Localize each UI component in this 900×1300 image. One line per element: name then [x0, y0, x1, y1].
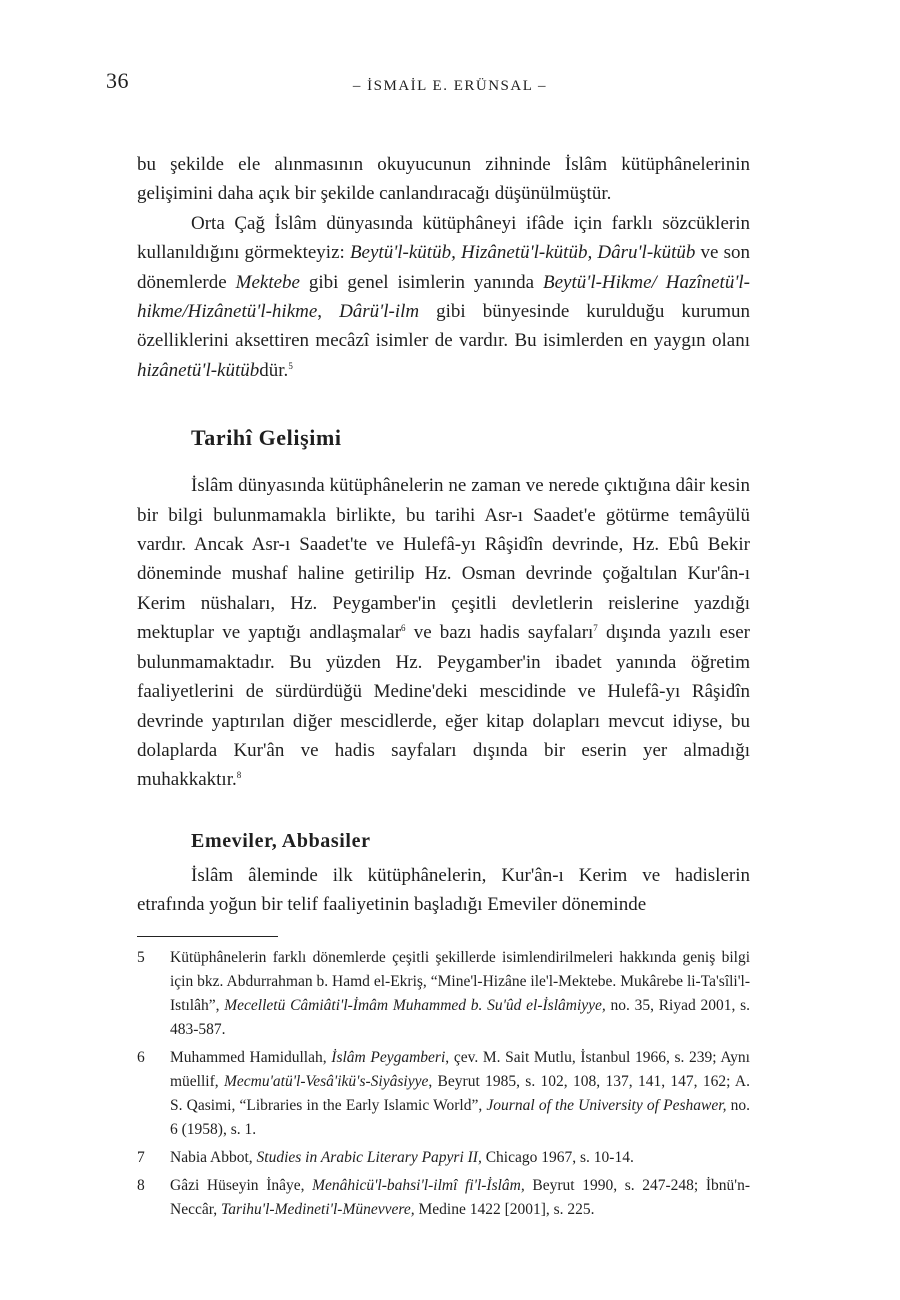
footnote-8	[137, 1174, 750, 1222]
main-text	[137, 150, 750, 920]
italic-title: Studies in Arabic Literary Papyri II,	[256, 1149, 482, 1166]
text-run: ve bazı hadis sayfaları	[405, 622, 594, 644]
text-run: Kütüphânelerin farklı dönemlerde çeşitli şekillerde isimlendirilmeleri hakkında geniş bilgi için bkz. Abdurrahman b. Hamd el-Ekriş, “Mine'l-Hizâne ile'l-Mektebe. Mukârebe li-Ta'sîli'l-Istılâh”,	[170, 949, 750, 1014]
footnote-ref-5: 5	[288, 360, 293, 371]
footnote-divider	[137, 936, 278, 937]
footnote-number: 5	[137, 949, 145, 966]
paragraph-3	[137, 471, 750, 794]
italic-term: Beytü'l-Hikme/ Hazînetü'l-hikme/Hizânetü'l-hikme	[137, 271, 751, 323]
text-run: Chicago 1967, s. 10-14.	[481, 1149, 634, 1166]
paragraph-1: bu şekilde ele alınmasının okuyucunun zihninde İslâm kütüphânelerinin gelişimini daha açık bir şekilde canlandıracağı düşünülmüştür.	[137, 154, 750, 205]
footnote-6	[137, 1046, 750, 1142]
text-run: ,	[317, 301, 340, 323]
text-run: no. 35, Riyad 2001, s. 483-587.	[170, 997, 750, 1038]
paragraph-2	[137, 209, 750, 385]
italic-title: Menâhicü'l-bahsi'l-ilmî fi'l-İslâm,	[312, 1177, 525, 1194]
text-run: dışında yazılı eser bulunmamaktadır. Bu yüzden Hz. Peygamber'in ibadet yanında öğretim faaliyetlerini de sürdürdüğü Medine'deki mescidinde ve Hulefâ-yı Râşidîn devrinde yaptırılan diğer mescidlerde, eğer kitap dolapları mevcut idiyse, bu dolaplarda Kur'ân ve hadis sayfaları dışında bir eserin yer almadığı muhakkaktır.	[137, 622, 750, 791]
text-run: gibi genel isimlerin yanında	[299, 271, 544, 293]
italic-title: İslâm Peygamberi	[331, 1049, 446, 1066]
text-run: gibi bünyesinde kurulduğu kurumun özelliklerini aksettiren mecâzî isimler de vardır. Bu isimlerden en yaygın olanı	[137, 301, 750, 352]
footnote-ref-8: 8	[236, 770, 242, 781]
text-run: dür.	[259, 359, 289, 381]
text-run: Gâzi Hüseyin İnâye,	[170, 1177, 313, 1194]
italic-term: Mektebe	[235, 271, 300, 293]
section-heading-tarihi-gelisimi: Tarihî Gelişimi	[191, 425, 342, 451]
italic-title: Tarihu'l-Medineti'l-Münevvere,	[221, 1201, 415, 1218]
footnote-number: 6	[137, 1049, 145, 1066]
footnote-number: 7	[137, 1149, 145, 1166]
page-number: 36	[106, 68, 129, 93]
footnote-5	[137, 946, 750, 1042]
text-run: ve son dönemlerde	[137, 242, 750, 293]
footnote-7	[137, 1146, 750, 1170]
paragraph-4: İslâm âleminde ilk kütüphânelerin, Kur'ân-ı Kerim ve hadislerin etrafında yoğun bir telif faaliyetinin başladığı Emeviler döneminde	[137, 864, 750, 916]
text-run: , çev. M. Sait Mutlu, İstanbul 1966, s. 239; Aynı müellif,	[170, 1049, 750, 1090]
footnote-ref-7: 7	[593, 623, 598, 634]
text-run: Orta Çağ İslâm dünyasında kütüphâneyi ifâde için farklı sözcüklerin kullanıldığını görmekteyiz:	[137, 212, 750, 264]
footnotes	[137, 946, 750, 1226]
text-run: Medine 1422 [2001], s. 225.	[414, 1201, 595, 1218]
text-run: Beyrut 1990, s. 247-248; İbnü'n-Neccâr,	[170, 1177, 750, 1218]
footnote-number: 8	[137, 1177, 145, 1194]
text-run: no. 6 (1958), s. 1.	[170, 1097, 751, 1138]
italic-title: Mecmu'atü'l-Vesâ'ikü's-Siyâsiyye	[223, 1073, 429, 1090]
italic-term: Dârü'l-ilm	[339, 301, 420, 323]
italic-term: hizânetü'l-kütüb	[137, 359, 260, 381]
italic-term: Beytü'l-kütüb, Hizânetü'l-kütüb, Dâru'l-kütüb	[349, 242, 696, 264]
paragraph-2-text	[137, 213, 750, 381]
section-heading-emeviler-abbasiler: Emeviler, Abbasiler	[191, 829, 371, 852]
running-head: – İSMAİL E. ERÜNSAL –	[352, 78, 548, 94]
text-run: , Beyrut 1985, s. 102, 108, 137, 141, 147, 162; A. S. Qasimi, “Libraries in the Early Islamic World”,	[170, 1073, 750, 1114]
footnote-ref-6: 6	[401, 623, 406, 634]
text-run: Nabia Abbot,	[170, 1149, 257, 1166]
text-run: İslâm dünyasında kütüphânelerin ne zaman ve nerede çıktığına dâir kesin bir bilgi bulunmamakla birlikte, bu tarihi Asr-ı Saadet'e götürme temâyülü vardır. Ancak Asr-ı Saadet'te ve Hulefâ-yı Râşidîn devrinde, Hz. Ebû Bekir döneminde mushaf haline getirilip Hz. Osman devrinde çoğaltılan Kur'ân-ı Kerim nüshaları, Hz. Peygamber'in çeşitli devletlerin reislerine yazdığı mektuplar ve yaptığı andlaşmalar	[137, 475, 750, 644]
text-run: Muhammed Hamidullah,	[170, 1049, 332, 1066]
italic-title: Mecelletü Câmiâti'l-İmâm Muhammed b. Su'ûd el-İslâmiyye,	[224, 997, 606, 1014]
italic-title: Journal of the University of Peshawer,	[486, 1097, 727, 1114]
